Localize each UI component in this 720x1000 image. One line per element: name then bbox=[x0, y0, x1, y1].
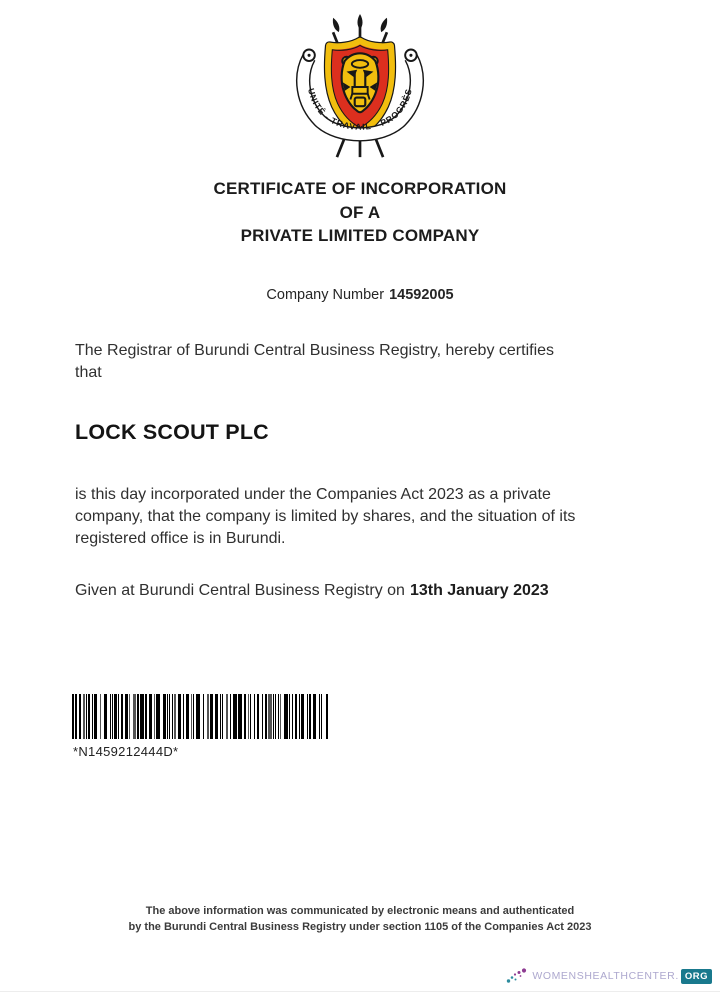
footer-line: The above information was communicated by electronic means and authenticated bbox=[145, 905, 575, 917]
certificate-title bbox=[0, 177, 720, 248]
company-number-value: 14592005 bbox=[389, 287, 454, 303]
registrar-line: that bbox=[75, 364, 102, 381]
registrar-line: The Registrar of Burundi Central Business Registry, hereby certifies bbox=[75, 342, 555, 359]
burundi-coat-of-arms bbox=[283, 13, 437, 161]
incorporation-line: is this day incorporated under the Companies Act 2023 as a private bbox=[75, 486, 551, 503]
incorporation-line: registered office is in Burundi. bbox=[75, 530, 286, 547]
registrar-statement bbox=[75, 340, 635, 384]
barcode-value: *N1459212444D* bbox=[73, 744, 179, 759]
emblem-motto: UNITÉ - TRAVAIL - PROGRÈS bbox=[306, 87, 414, 132]
title-line: PRIVATE LIMITED COMPANY bbox=[240, 226, 480, 245]
footer-line: by the Burundi Central Business Registry under section 1105 of the Companies Act 2023 bbox=[128, 920, 592, 933]
title-line: CERTIFICATE OF INCORPORATION bbox=[213, 179, 507, 198]
given-date: 13th January 2023 bbox=[409, 582, 549, 599]
barcode-icon bbox=[72, 694, 330, 739]
barcode bbox=[72, 694, 330, 739]
page-edge-line bbox=[0, 991, 720, 992]
incorporation-line: company, that the company is limited by shares, and the situation of its bbox=[75, 508, 576, 525]
watermark-dots-icon bbox=[505, 966, 529, 986]
company-number-line bbox=[0, 287, 720, 303]
incorporation-statement bbox=[75, 484, 635, 550]
watermark-org-badge: ORG bbox=[681, 969, 712, 984]
given-at-line bbox=[75, 582, 549, 600]
watermark-logo[interactable] bbox=[505, 964, 712, 988]
company-name: LOCK SCOUT PLC bbox=[75, 420, 269, 444]
title-line: OF A bbox=[339, 202, 381, 222]
company-number-label: Company Number bbox=[266, 287, 385, 303]
footer-authentication-note bbox=[0, 904, 720, 935]
watermark-site-name: WOMENSHEALTHCENTER. bbox=[532, 970, 679, 982]
given-prefix: Given at Burundi Central Business Registry on bbox=[75, 582, 405, 599]
coat-of-arms-icon bbox=[283, 13, 437, 161]
